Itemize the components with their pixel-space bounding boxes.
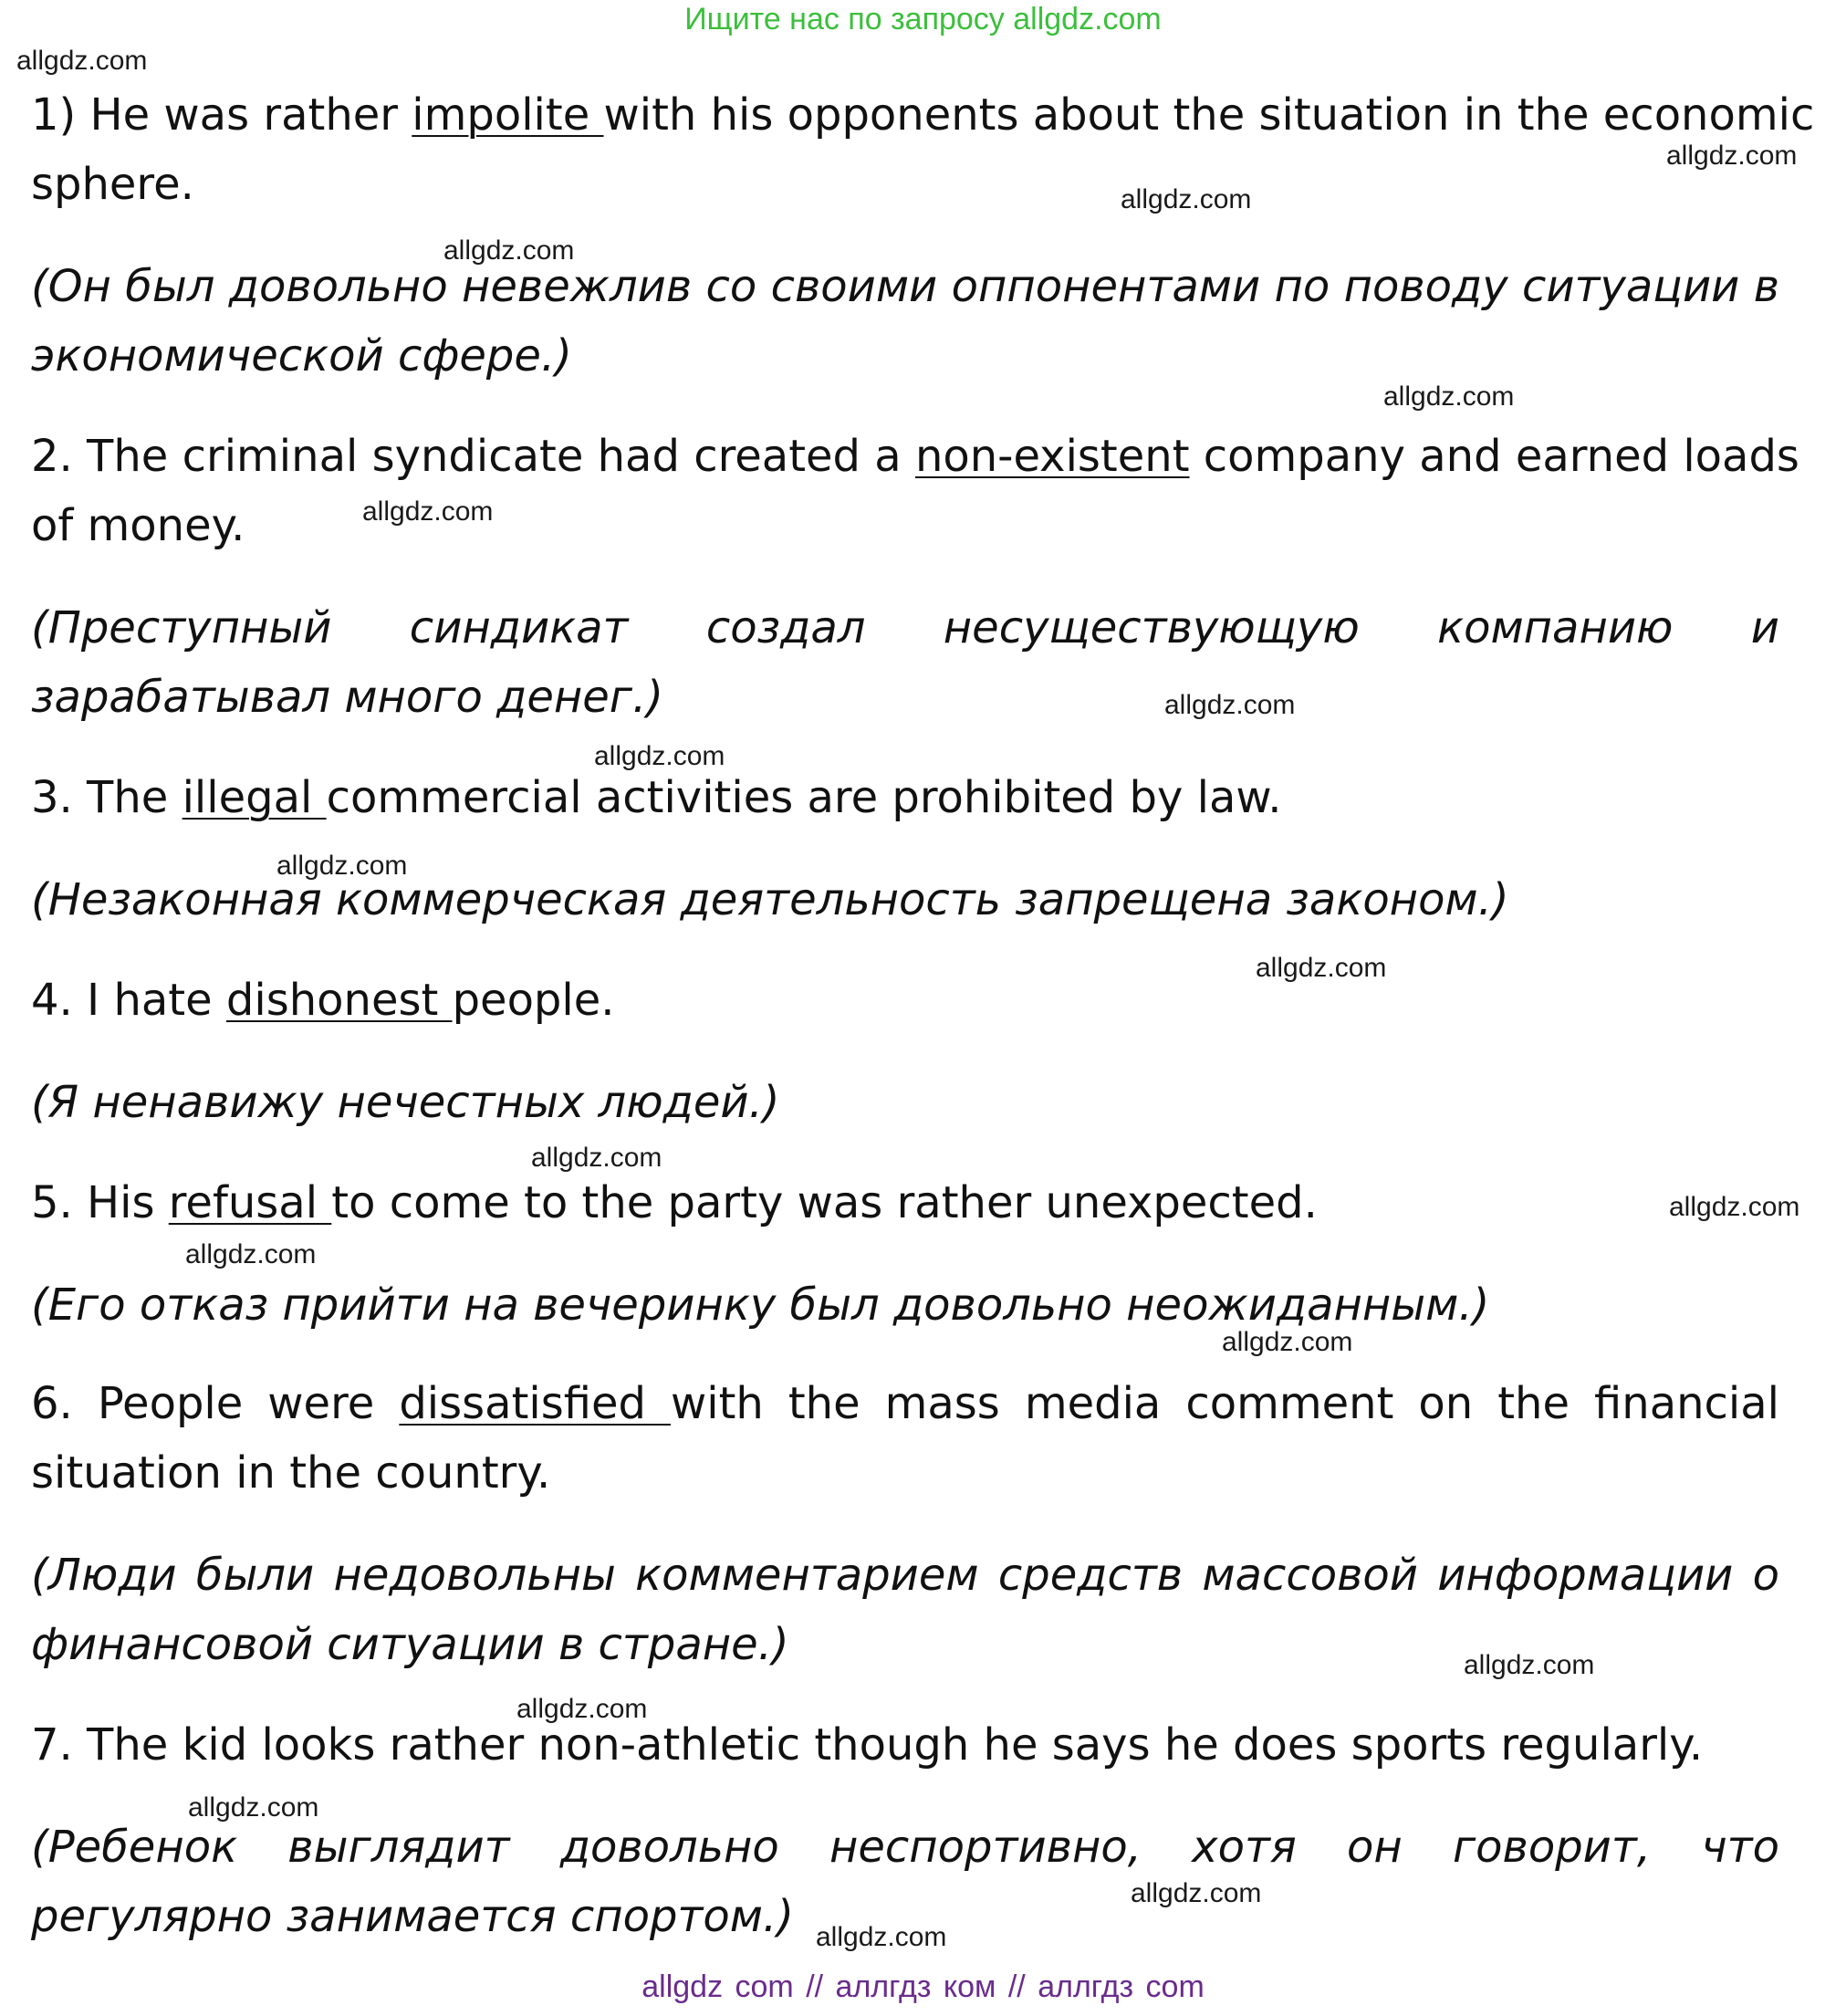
watermark: allgdz.com (1131, 1878, 1262, 1908)
item-2-en-line-2: of money. (31, 500, 245, 551)
item-4-en-line-1 (31, 975, 1779, 1026)
watermark: allgdz.com (362, 496, 494, 527)
text: 2. The criminal syndicate had created a (31, 431, 915, 482)
item-3-ru-line-1: (Незаконная коммерческая деятельность запрещена законом.) (31, 874, 1509, 925)
text: commercial activities are prohibited by law. (326, 772, 1282, 823)
item-6-ru-line-2: финансовой ситуации в стране.) (31, 1619, 789, 1670)
item-6-en-line-2: situation in the country. (31, 1447, 551, 1499)
item-2-en-line-1 (31, 431, 1799, 482)
answer-word: illegal (182, 772, 327, 823)
text: company and earned loads (1189, 431, 1799, 482)
item-5-en-line-1 (31, 1177, 1779, 1228)
watermark: allgdz.com (531, 1143, 662, 1173)
text: 4. I hate (31, 975, 226, 1026)
item-1-en-line-2: sphere. (31, 159, 194, 210)
item-5-ru-line-1: (Его отказ прийти на вечеринку был довольно неожиданным.) (31, 1280, 1490, 1331)
item-7-ru-line-2: регулярно занимается спортом.) (31, 1891, 794, 1942)
watermark: allgdz.com (1383, 381, 1515, 412)
watermark: allgdz.com (1222, 1327, 1353, 1357)
watermark: allgdz.com (1121, 184, 1252, 214)
item-6-en-line-1 (31, 1378, 1779, 1429)
text: with the mass media comment on the financial (670, 1378, 1780, 1429)
watermark: allgdz.com (276, 851, 408, 881)
watermark: allgdz.com (443, 235, 575, 266)
text: 5. His (31, 1177, 169, 1228)
watermark: allgdz.com (1164, 690, 1296, 720)
item-1-en-line-1 (31, 89, 1815, 141)
text: 3. The (31, 772, 183, 823)
text: people. (452, 975, 615, 1026)
answer-word: dissatisfied (399, 1378, 671, 1429)
watermark: allgdz.com (1666, 141, 1798, 171)
watermark: allgdz.com (185, 1239, 317, 1269)
item-3-en-line-1 (31, 772, 1779, 823)
watermark: allgdz.com (594, 741, 725, 771)
watermark: allgdz.com (816, 1922, 947, 1952)
text: 1) He was rather (31, 89, 412, 141)
answer-word: dishonest (225, 975, 453, 1026)
watermark: allgdz.com (1669, 1192, 1800, 1222)
item-2-ru-line-1: (Преступный синдикат создал несуществующую компанию и (31, 602, 1779, 653)
watermark: allgdz.com (1464, 1650, 1595, 1680)
item-2-ru-line-2: зарабатывал много денег.) (31, 672, 663, 723)
footer-banner: allgdz com // аллгдз ком // аллгдз com (641, 1969, 1205, 2004)
answer-word: refusal (168, 1177, 332, 1228)
item-4-ru-line-1: (Я ненавижу нечестных людей.) (31, 1077, 780, 1128)
item-7-en-line-1: 7. The kid looks rather non-athletic though he says he does sports regularly. (31, 1719, 1704, 1771)
watermark: allgdz.com (188, 1792, 319, 1823)
answer-word: impolite (412, 89, 604, 141)
item-1-ru-line-2: экономической сфере.) (31, 330, 572, 381)
text: to come to the party was rather unexpected. (331, 1177, 1318, 1228)
answer-word: non-existent (914, 431, 1190, 482)
item-7-ru-line-1: (Ребенок выглядит довольно неспортивно, хотя он говорит, что (31, 1822, 1779, 1873)
item-1-ru-line-1: (Он был довольно невежлив со своими оппонентами по поводу ситуации в (31, 261, 1779, 312)
text: with his opponents about the situation in the economic (603, 89, 1815, 141)
watermark: allgdz.com (16, 46, 148, 76)
text: 6. People were (31, 1378, 400, 1429)
watermark: allgdz.com (1256, 953, 1387, 983)
header-banner: Ищите нас по запросу allgdz.com (684, 2, 1162, 37)
watermark: allgdz.com (516, 1694, 648, 1724)
item-6-ru-line-1: (Люди были недовольны комментарием средств массовой информации о (31, 1550, 1779, 1601)
